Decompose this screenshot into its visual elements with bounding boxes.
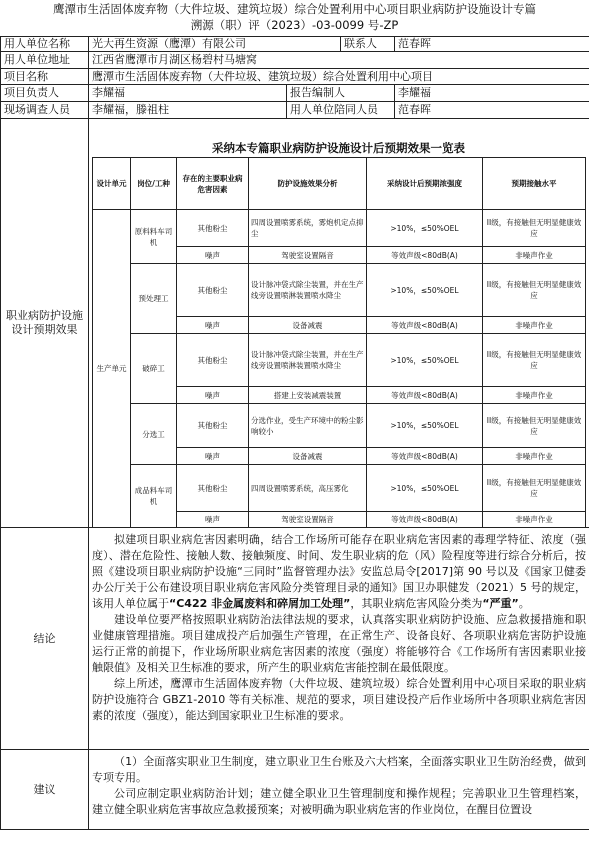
unit-name-label: 用人单位名称 xyxy=(1,37,89,52)
exposure-cell: II级，有接触但无明显健康效应 xyxy=(483,404,586,448)
analysis-cell: 设备减震 xyxy=(249,317,367,334)
exposure-cell: 非噪声作业 xyxy=(483,247,586,264)
exposure-cell: 非噪声作业 xyxy=(483,512,586,528)
analysis-cell: 驾驶室设置隔音 xyxy=(249,512,367,528)
hazard-cell: 其他粉尘 xyxy=(177,465,249,512)
hazard-cell: 噪声 xyxy=(177,387,249,404)
col-header-unit: 设计单元 xyxy=(93,158,131,210)
address-value: 江西省鹰潭市月湖区杨碧村马塘窝 xyxy=(89,52,589,69)
conclusion-label: 结论 xyxy=(1,528,89,750)
post-cell: 分选工 xyxy=(131,404,177,465)
hazard-cell: 噪声 xyxy=(177,317,249,334)
analysis-cell: 搭建上安装减震装置 xyxy=(249,387,367,404)
hazard-cell: 噪声 xyxy=(177,448,249,465)
document-title: 鹰潭市生活固体废弃物（大件垃圾、建筑垃圾）综合处置利用中心项目职业病防护设施设计专篇 xyxy=(53,2,536,16)
address-label: 用人单位地址 xyxy=(1,52,89,69)
level-cell: >10%，≤50%OEL xyxy=(367,465,483,512)
exposure-cell: II级，有接触但无明显健康效应 xyxy=(483,264,586,317)
level-cell: >10%，≤50%OEL xyxy=(367,334,483,387)
author-label: 报告编制人 xyxy=(287,85,395,102)
col-header-analysis: 防护设施效果分析 xyxy=(249,158,367,210)
risk-category-code: “C422 非金属废料和碎屑加工处理” xyxy=(169,597,351,610)
effect-table-title: 采纳本专篇职业病防护设施设计后预期效果一览表 xyxy=(212,141,465,155)
post-cell: 破碎工 xyxy=(131,334,177,404)
effect-table xyxy=(92,157,586,528)
analysis-cell: 四周设置喷雾系统，高压雾化 xyxy=(249,465,367,512)
risk-level: “严重” xyxy=(482,597,519,610)
survey-value: 李耀福，滕祖柱 xyxy=(89,102,287,119)
conclusion-paragraph-2: 建设单位要严格按照职业病防治法律法规的要求，认真落实职业病防护设施、应急救援措施和职业健康管理措施。项目建成投产后加强生产管理，在正常生产、设备良好、各项职业病危害防护设施运行正常的前提下，作业场所职业病危害因素的浓度（强度）将能够符合《工作场所有害因素职业接触限值》及相关卫生标准的要求，所产生的职业病危害能控制在最低限度。 xyxy=(92,613,586,674)
project-label: 项目名称 xyxy=(1,69,89,85)
leader-label: 项目负责人 xyxy=(1,85,89,102)
hazard-cell: 噪声 xyxy=(177,512,249,528)
post-cell: 原料料车司机 xyxy=(131,210,177,264)
post-cell: 预处理工 xyxy=(131,264,177,334)
hazard-cell: 其他粉尘 xyxy=(177,264,249,317)
effect-section-label: 职业病防护设施设计预期效果 xyxy=(1,119,89,528)
leader-value: 李耀福 xyxy=(89,85,287,102)
level-cell: 等效声级<80dB(A) xyxy=(367,512,483,528)
hazard-cell: 噪声 xyxy=(177,247,249,264)
exposure-cell: II级，有接触但无明显健康效应 xyxy=(483,465,586,512)
level-cell: 等效声级<80dB(A) xyxy=(367,448,483,465)
escort-label: 用人单位陪同人员 xyxy=(287,102,395,119)
suggestion-label: 建议 xyxy=(1,750,89,830)
exposure-cell: 非噪声作业 xyxy=(483,317,586,334)
hazard-cell: 其他粉尘 xyxy=(177,210,249,247)
level-cell: 等效声级<80dB(A) xyxy=(367,247,483,264)
analysis-cell: 分选作业，受生产环境中的粉尘影响较小 xyxy=(249,404,367,448)
level-cell: >10%，≤50%OEL xyxy=(367,210,483,247)
exposure-cell: 非噪声作业 xyxy=(483,448,586,465)
col-header-hazard: 存在的主要职业病危害因素 xyxy=(177,158,249,210)
suggestion-paragraph-2: 公司应制定职业病防治计划；建立健全职业卫生管理制度和操作规程；完善职业卫生管理档案，建立健全职业病危害事故应急救援预案；对被明确为职业病危害的作业岗位，在醒目位置设 xyxy=(92,787,586,816)
author-value: 李耀福 xyxy=(395,85,589,102)
conclusion-paragraph-1: 拟建项目职业病危害因素明确，结合工作场所可能存在职业病危害因素的毒理学特征、浓度（强度）、潜在危险性、接触人数、接触频度、时间、发生职业病的危（风）险程度等进行综合分析后，按照《建设项目职业病防护设施“三同时”监督管理办法》安监总局令[2017]第 90 号以及《国家卫健委办公厅关于公布建设项目职业病危害风险分类管理目录的通知》国卫办职健发（2021）5 号的规定，该用人单位属于“C422 非金属废料和碎屑加工处理”，其职业病危害风险分类为“严重”。 xyxy=(92,533,586,610)
level-cell: >10%，≤50%OEL xyxy=(367,264,483,317)
analysis-cell: 设计脉冲袋式除尘装置，并在生产线旁设置喷淋装置喷水降尘 xyxy=(249,264,367,317)
hazard-cell: 其他粉尘 xyxy=(177,404,249,448)
contact-value: 范春晖 xyxy=(395,37,589,52)
level-cell: 等效声级<80dB(A) xyxy=(367,387,483,404)
suggestion-body xyxy=(89,750,589,830)
survey-label: 现场调查人员 xyxy=(1,102,89,119)
analysis-cell: 驾驶室设置隔音 xyxy=(249,247,367,264)
post-cell: 成品料车司机 xyxy=(131,465,177,528)
escort-value: 范春晖 xyxy=(395,102,589,119)
contact-label: 联系人 xyxy=(341,37,395,52)
level-cell: >10%，≤50%OEL xyxy=(367,404,483,448)
design-unit-cell: 生产单元 xyxy=(93,210,131,528)
col-header-level: 采纳设计后预期浓强度 xyxy=(367,158,483,210)
level-cell: 等效声级<80dB(A) xyxy=(367,317,483,334)
project-value: 鹰潭市生活固体废弃物（大件垃圾、建筑垃圾）综合处置利用中心项目 xyxy=(89,69,589,85)
analysis-cell: 设计脉冲袋式除尘装置，并在生产线旁设置喷淋装置喷水降尘 xyxy=(249,334,367,387)
suggestion-paragraph-1: （1）全面落实职业卫生制度，建立职业卫生台账及六大档案，全面落实职业卫生防治经费，做到专项专用。 xyxy=(92,755,586,784)
analysis-cell: 四周设置喷雾系统，雾炮机定点抑尘 xyxy=(249,210,367,247)
hazard-cell: 其他粉尘 xyxy=(177,334,249,387)
conclusion-paragraph-3: 综上所述，鹰潭市生活固体废弃物（大件垃圾、建筑垃圾）综合处置利用中心项目采取的职业病防护设施符合 GBZ1-2010 等有关标准、规范的要求，项目建设投产后作业场所中各项职业病危害因素的浓度（强度），能达到国家职业卫生标准的要求。 xyxy=(92,677,586,722)
col-header-exposure: 预期接触水平 xyxy=(483,158,586,210)
conclusion-body xyxy=(89,528,589,750)
exposure-cell: II级，有接触但无明显健康效应 xyxy=(483,334,586,387)
col-header-post: 岗位/工种 xyxy=(131,158,177,210)
exposure-cell: II级，有接触但无明显健康效应 xyxy=(483,210,586,247)
analysis-cell: 设备减震 xyxy=(249,448,367,465)
unit-name-value: 光大再生资源（鹰潭）有限公司 xyxy=(89,37,341,52)
document-code: 溯源（职）评（2023）-03-0099 号-ZP xyxy=(190,18,399,32)
exposure-cell: 非噪声作业 xyxy=(483,387,586,404)
